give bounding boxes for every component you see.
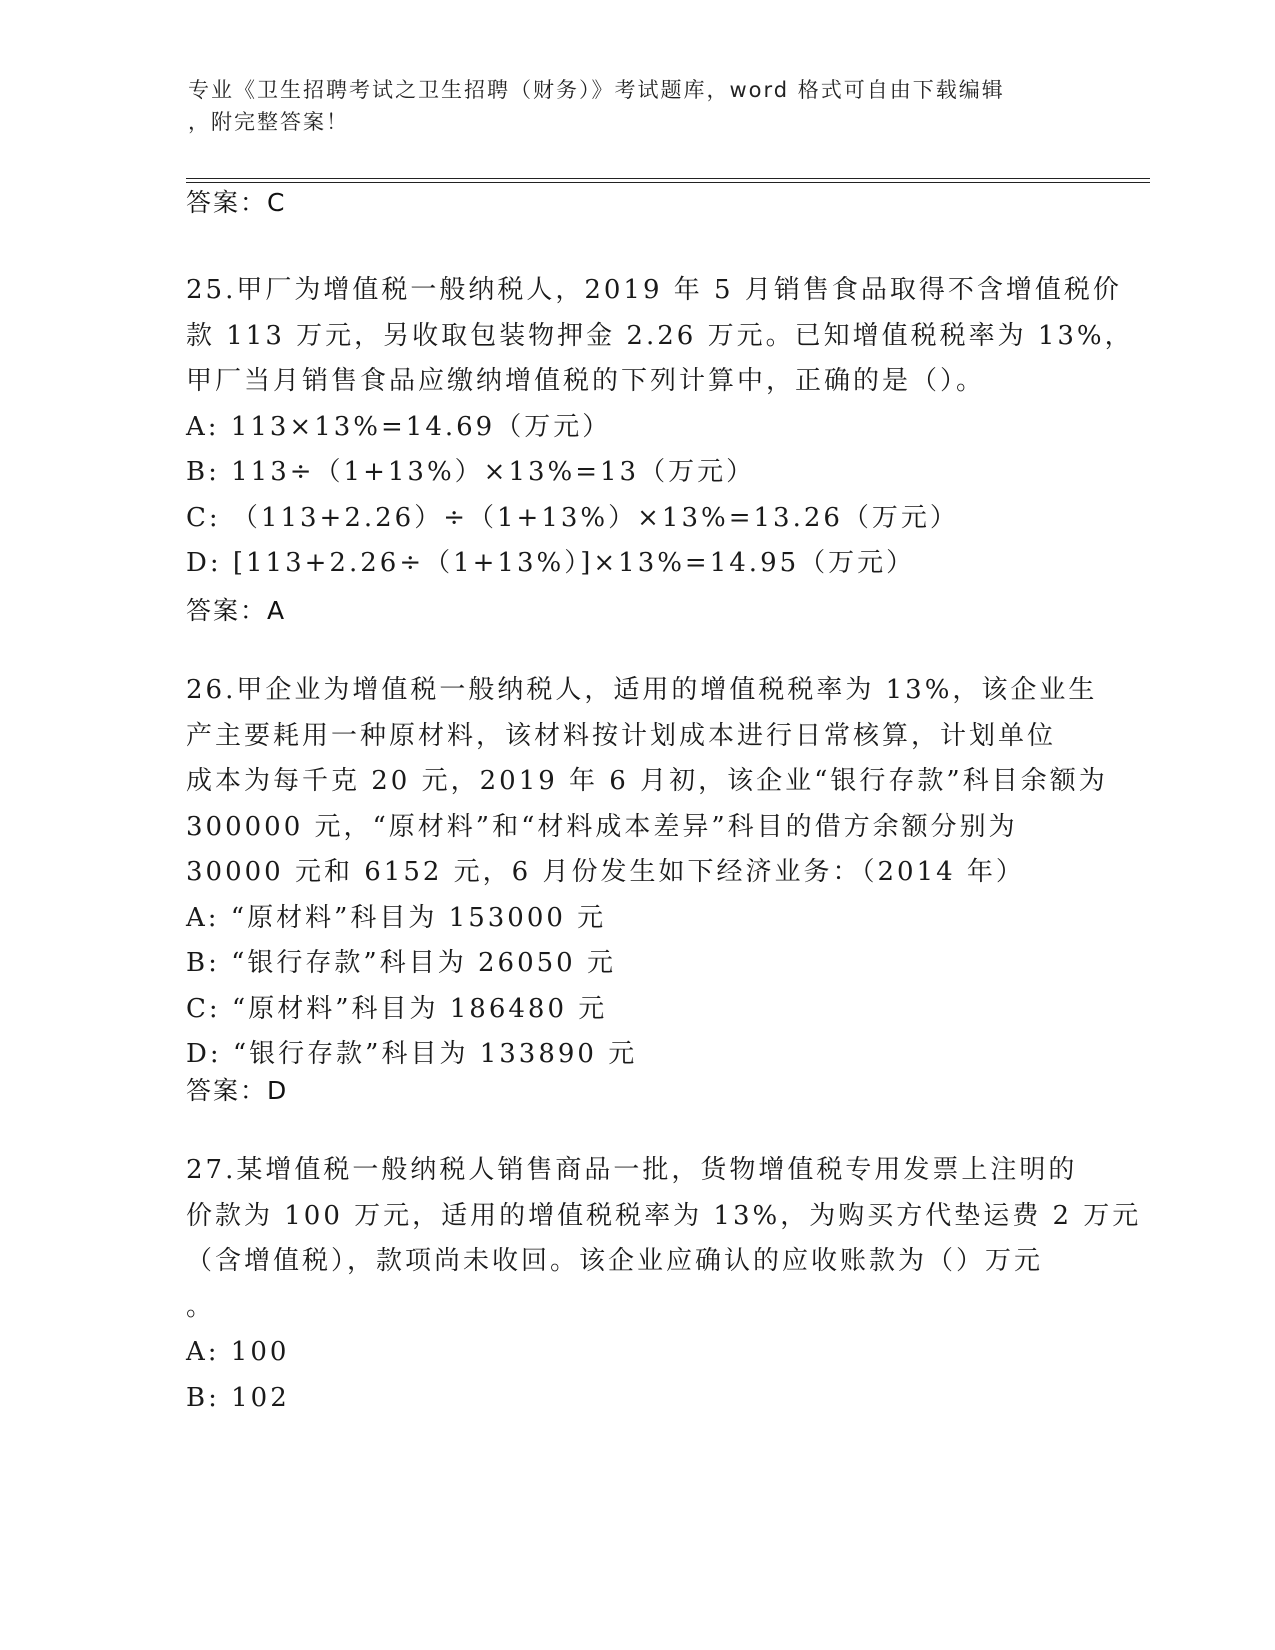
option-a: A: 113×13%=14.69（万元） xyxy=(186,411,612,442)
option-a: A: 100 xyxy=(186,1337,290,1367)
option-a: A: “原材料”科目为 153000 元 xyxy=(186,902,607,933)
header-divider-top xyxy=(186,178,1150,179)
option-b: B: 102 xyxy=(186,1382,290,1413)
option-b: B: 113÷（1+13%）×13%=13（万元） xyxy=(186,457,756,487)
question-27 xyxy=(186,1148,1142,1421)
question-text-line: 30000 元和 6152 元，6 月份发生如下经济业务：（2014 年） xyxy=(186,857,1025,887)
question-text-line: 25.甲厂为增值税一般纳税人，2019 年 5 月销售食品取得不含增值税价 xyxy=(186,275,1122,305)
question-text-line: 300000 元，“原材料”和“材料成本差异”科目的借方余额分别为 xyxy=(186,811,1018,842)
answer-26: 答案：D xyxy=(186,1076,289,1105)
option-b: B: “银行存款”科目为 26050 元 xyxy=(186,948,616,978)
question-26 xyxy=(186,668,1108,1078)
question-text-line: 27.某增值税一般纳税人销售商品一批，货物增值税专用发票上注明的 xyxy=(186,1155,1078,1185)
answer-25: 答案：A xyxy=(186,596,287,625)
question-text-line: 产主要耗用一种原材料，该材料按计划成本进行日常核算，计划单位 xyxy=(186,720,1057,751)
option-c: C: “原材料”科目为 186480 元 xyxy=(186,993,608,1024)
question-text-line: （含增值税），款项尚未收回。该企业应确认的应收账款为（）万元 xyxy=(186,1246,1044,1276)
page-header xyxy=(188,74,1068,138)
question-text-line: 成本为每千克 20 元，2019 年 6 月初，该企业“银行存款”科目余额为 xyxy=(186,766,1108,796)
header-line-2: ，附完整答案！ xyxy=(188,110,349,134)
question-text-line: 款 113 万元，另收取包装物押金 2.26 万元。已知增值税税率为 13%， xyxy=(186,320,1134,351)
question-text-line: 甲厂当月销售食品应缴纳增值税的下列计算中，正确的是（）。 xyxy=(186,366,986,396)
option-c: C: （113+2.26）÷（1+13%）×13%=13.26（万元） xyxy=(186,502,959,533)
header-divider-bottom xyxy=(186,182,1150,183)
question-text-line: 价款为 100 万元，适用的增值税税率为 13%，为购买方代垫运费 2 万元 xyxy=(186,1200,1142,1231)
question-25 xyxy=(186,268,1134,587)
header-line-1: 专业《卫生招聘考试之卫生招聘（财务）》考试题库，word 格式可自由下载编辑 xyxy=(188,78,1005,102)
answer-previous: 答案：C xyxy=(186,188,287,217)
question-text-line: 26.甲企业为增值税一般纳税人，适用的增值税税率为 13%，该企业生 xyxy=(186,675,1098,705)
option-d: D: “银行存款”科目为 133890 元 xyxy=(186,1039,638,1069)
question-text-line: 。 xyxy=(186,1291,216,1322)
option-d: D: [113+2.26÷（1+13%）]×13%=14.95（万元） xyxy=(186,548,916,578)
